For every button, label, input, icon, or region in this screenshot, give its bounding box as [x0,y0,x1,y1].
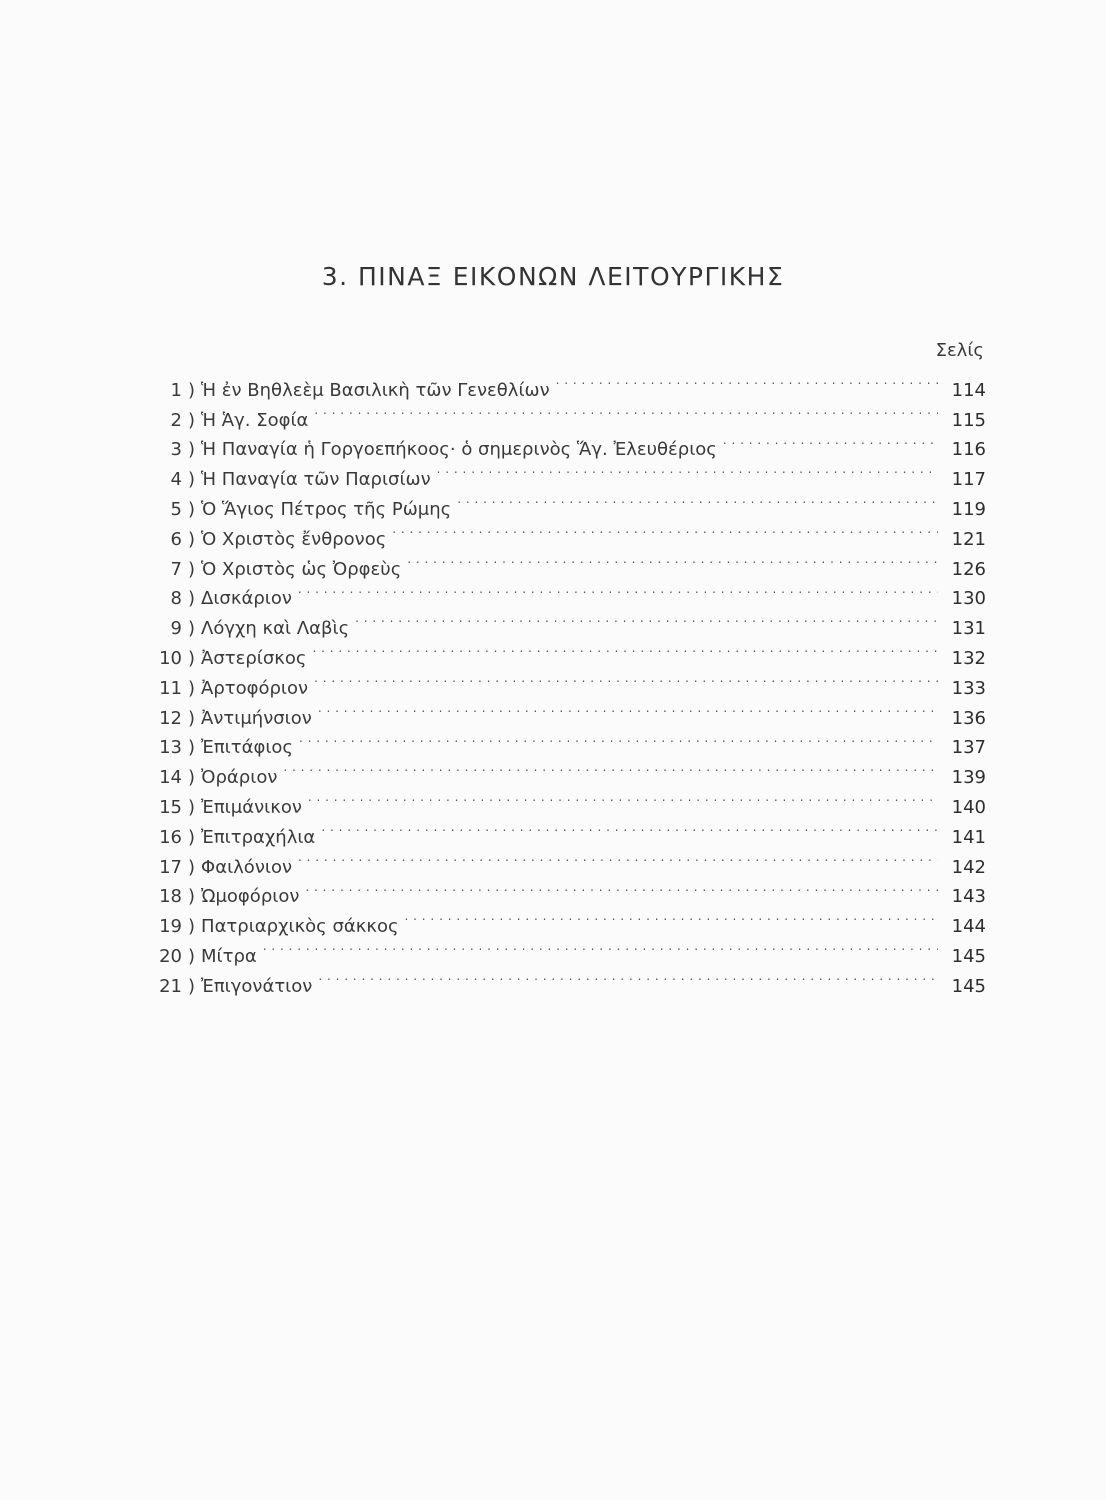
entry-number-paren: ) [188,379,196,401]
toc-entry [130,962,986,997]
entry-label: Ὁ Ἅγιος Πέτρος τῆς Ρώμης [201,498,452,520]
entry-number: 14 [159,767,182,789]
dot-leader [298,575,938,605]
entry-number-paren: ) [188,647,196,669]
entry-label: Ἐπιτάφιος [201,737,293,759]
entry-page-number: 143 [951,886,986,908]
entry-label: Ὀράριον [201,767,278,789]
entry-label: Ἐπιγονάτιον [201,975,313,997]
entry-label: Φαιλόνιον [201,856,293,878]
dot-leader [556,366,938,396]
entry-page-number: 132 [951,647,986,669]
entry-number: 21 [159,975,182,997]
dot-leader [312,634,938,664]
dot-leader [321,813,938,843]
entry-number: 6 [170,528,182,550]
dot-leader [318,962,938,992]
entry-label: Ἡ Παναγία τῶν Παρισίων [201,469,431,491]
entry-page-number: 114 [951,379,986,401]
entry-number-paren: ) [188,588,196,610]
entry-number-paren: ) [188,737,196,759]
entry-page-number: 131 [951,618,986,640]
entry-number-paren: ) [188,945,196,967]
entry-number: 10 [159,647,182,669]
entry-number: 12 [159,707,182,729]
entry-number: 11 [159,677,182,699]
dot-leader [723,426,938,456]
entry-page-number: 139 [951,767,986,789]
entry-page-number: 119 [951,498,986,520]
dot-leader [314,396,938,426]
entry-page-number: 133 [951,677,986,699]
entry-number-paren: ) [188,826,196,848]
entry-label: Λόγχη καὶ Λαβὶς [201,618,350,640]
dot-leader [318,694,938,724]
entry-page-number: 145 [951,945,986,967]
entry-number: 16 [159,826,182,848]
dot-leader [405,902,938,932]
entry-page-number: 142 [951,856,986,878]
dot-leader [283,753,938,783]
entry-label: Ὠμοφόριον [201,886,300,908]
entry-number-paren: ) [188,498,196,520]
entry-number-paren: ) [188,439,196,461]
entry-number-paren: ) [188,558,196,580]
entry-number-paren: ) [188,707,196,729]
entry-number: 3 [170,439,182,461]
toc-entry [130,366,986,401]
page-column-header: Σελίς [935,340,984,361]
entry-number-paren: ) [188,856,196,878]
entry-label: Ἡ Παναγία ἡ Γοργοεπήκοος· ὁ σημερινὸς Ἅγ. Ἐλευθέριος [201,439,717,461]
dot-leader [308,783,938,813]
entry-number-paren: ) [188,677,196,699]
dot-leader [305,873,938,903]
entry-page-number: 144 [951,916,986,938]
dot-leader [299,724,938,754]
page-title: 3. ΠΙΝΑΞ ΕΙΚΟΝΩΝ ΛΕΙΤΟΥΡΓΙΚΗΣ [321,262,785,291]
entry-page-number: 137 [951,737,986,759]
entry-number: 7 [170,558,182,580]
entry-number-paren: ) [188,528,196,550]
dot-leader [298,843,938,873]
entry-number: 1 [170,379,182,401]
entry-number-paren: ) [188,886,196,908]
entry-number-paren: ) [188,975,196,997]
dot-leader [263,932,938,962]
entry-number-paren: ) [188,469,196,491]
dot-leader [437,455,938,485]
entry-number-paren: ) [188,796,196,818]
entry-label: Ὁ Χριστὸς ἔνθρονος [201,528,387,550]
entry-number: 13 [159,737,182,759]
entry-number: 8 [170,588,182,610]
entry-page-number: 130 [951,588,986,610]
entry-number-paren: ) [188,767,196,789]
entry-number-paren: ) [188,916,196,938]
entry-number: 4 [170,469,182,491]
entry-label: Ἡ Ἁγ. Σοφία [201,409,309,431]
entry-label: Ἐπιμάνικον [201,796,302,818]
entry-label: Ἀρτοφόριον [201,677,309,699]
entry-page-number: 115 [951,409,986,431]
dot-leader [314,664,938,694]
entry-label: Ἐπιτραχήλια [201,826,316,848]
entry-number: 19 [159,916,182,938]
entry-page-number: 116 [951,439,986,461]
entry-number: 2 [170,409,182,431]
entry-label: Δισκάριον [201,588,292,610]
entry-number: 18 [159,886,182,908]
entry-number: 15 [159,796,182,818]
entry-number-paren: ) [188,618,196,640]
entry-page-number: 121 [951,528,986,550]
entry-number: 5 [170,498,182,520]
entry-label: Πατριαρχικὸς σάκκος [201,916,399,938]
entry-number-paren: ) [188,409,196,431]
entry-label: Ἀντιμήνσιον [201,707,312,729]
entry-label: Μίτρα [201,945,257,967]
entry-page-number: 136 [951,707,986,729]
dot-leader [392,515,938,545]
entry-page-number: 126 [951,558,986,580]
dot-leader [407,545,938,575]
entry-number: 17 [159,856,182,878]
entry-label: Ἡ ἐν Βηθλεὲμ Βασιλικὴ τῶν Γενεθλίων [201,379,550,401]
entry-page-number: 141 [951,826,986,848]
entry-label: Ὁ Χριστὸς ὡς Ὀρφεὺς [201,558,402,580]
entry-page-number: 140 [951,796,986,818]
entry-page-number: 145 [951,975,986,997]
entry-number: 20 [159,945,182,967]
entry-label: Ἀστερίσκος [201,647,307,669]
dot-leader [355,604,938,634]
entry-number: 9 [170,618,182,640]
entry-page-number: 117 [951,469,986,491]
dot-leader [457,485,938,515]
table-of-contents [130,366,986,997]
